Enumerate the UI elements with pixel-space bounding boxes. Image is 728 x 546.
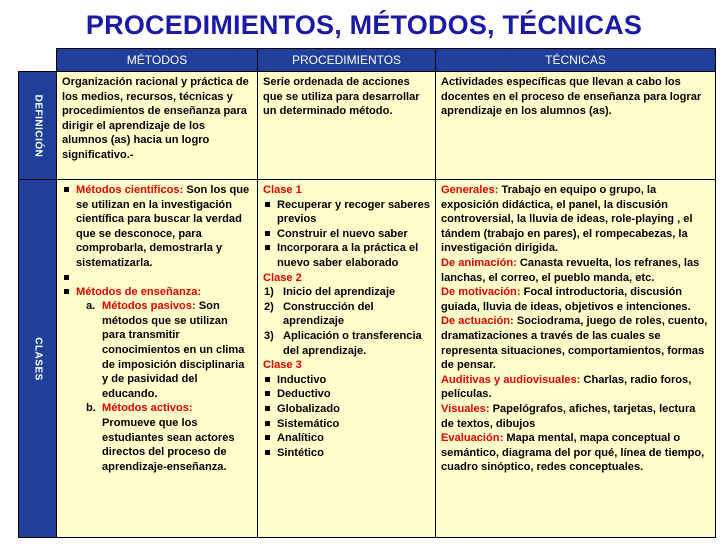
page-title: PROCEDIMIENTOS, MÉTODOS, TÉCNICAS: [85, 10, 643, 40]
clase-3-heading: Clase 3: [263, 359, 302, 372]
row-label-clases: CLASES: [19, 180, 57, 538]
list-item: 2) Construcción del aprendizaje: [264, 300, 374, 328]
list-item: Construir el nuevo saber: [263, 227, 430, 242]
item-text: Canasta revuelta, los refranes, las lanchas, el correo, el pueblo manda, etc.: [441, 256, 700, 284]
clase-1-heading: Clase 1: [263, 184, 302, 196]
list-item: [62, 285, 252, 475]
list-item: [441, 256, 710, 285]
item-title: De animación:: [441, 256, 517, 269]
item-text: Focal introductoria, discusión guiada, lluvia de ideas, objetivos e intenciones.: [441, 286, 691, 313]
item-text: Son métodos que se utilizan para transmitir conocimientos en un clima de imposición disciplinaria y de pasividad del educando.: [102, 300, 245, 400]
clases-tecnicas: [436, 180, 716, 538]
column-header-metodos: MÉTODOS: [57, 49, 258, 72]
list-item: [441, 314, 710, 372]
item-text: Trabajo en equipo o grupo, la exposición didáctica, el panel, la discusión controversial, la lluvia de ideas, role-playing , el tándem (trabajo en pares), el rompecabezas, la investigación dirigida.: [441, 184, 693, 255]
column-header-tecnicas: TÉCNICAS: [436, 49, 716, 72]
item-title: Generales:: [441, 184, 499, 196]
list-item: [441, 431, 710, 475]
clases-procedimientos: [258, 180, 436, 538]
list-item: 3) Aplicación o transferencia del aprendizaje.: [264, 329, 422, 357]
comparison-table: [18, 48, 716, 538]
definicion-procedimientos: Serie ordenada de acciones que se utiliza para desarrollar un determinado método.: [258, 72, 436, 180]
item-text: Promueve que los estudiantes sean actores directos del proceso de aprendizaje-enseñanza.: [102, 416, 235, 473]
spacer: [62, 271, 252, 285]
item-text: Papelógrafos, afiches, tarjetas, lectura de textos, dibujos: [441, 402, 696, 430]
item-title: Métodos activos:: [102, 402, 193, 415]
item-text: Sociodrama, juego de roles, cuento, dramatizaciones a través de las cuales se representa situaciones, comportamientos, formas de pensar.: [441, 315, 708, 372]
list-item: [441, 402, 710, 431]
clases-metodos: [57, 180, 258, 538]
list-item: [62, 183, 252, 271]
definicion-metodos: Organización racional y práctica de los medios, recursos, técnicas y procedimientos de enseñanza para dirigir el aprendizaje de los alumnos (as) hacia un logro significativo.-: [57, 72, 258, 180]
item-text: Son los que se utilizan en la investigación científica para buscar la verdad que se desconoce, para comprobarla, demostrarla y sistematizarla.: [76, 184, 250, 269]
list-item: Inductivo: [263, 373, 430, 388]
definicion-tecnicas: Actividades específicas que llevan a cabo los docentes en el proceso de enseñanza para lograr aprendizaje en los alumnos (as).: [436, 72, 716, 180]
header-row: [19, 49, 716, 72]
clase-2-heading: Clase 2: [263, 271, 302, 284]
list-item: [441, 373, 710, 402]
list-item: 1) Inicio del aprendizaje: [264, 286, 396, 299]
row-clases: [19, 180, 716, 538]
list-item: a. Métodos pasivos: Son métodos que se utilizan para transmitir conocimientos en un clima de imposición disciplinaria y de pasividad del educando.: [86, 300, 245, 400]
item-title: De actuación:: [441, 315, 514, 328]
row-definicion: [19, 72, 716, 180]
item-text: Mapa mental, mapa conceptual o semántico, diagrama del por qué, línea de tiempo, cuadro sinóptico, redes conceptuales.: [441, 432, 705, 474]
list-item: Globalizado: [263, 402, 430, 417]
item-title: Visuales:: [441, 402, 490, 415]
item-title: De motivación:: [441, 286, 521, 299]
list-item: [441, 285, 710, 314]
list-item: Deductivo: [263, 387, 430, 402]
row-label-definicion: DEFINICIÓN: [19, 72, 57, 180]
item-title: Métodos pasivos:: [102, 300, 196, 313]
item-title: Métodos científicos:: [76, 184, 184, 196]
list-item: b. Métodos activos: Promueve que los estudiantes sean actores directos del proceso de aprendizaje-enseñanza.: [86, 402, 235, 473]
list-item: Incorporara a la práctica el nuevo saber elaborado: [263, 241, 430, 270]
list-item: Analítico: [263, 431, 430, 446]
corner-cell: [19, 49, 57, 72]
item-text: Charlas, radio foros, películas.: [441, 373, 692, 401]
column-header-procedimientos: PROCEDIMIENTOS: [258, 49, 436, 72]
item-title: Métodos de enseñanza:: [76, 285, 202, 298]
list-item: Sistemático: [263, 417, 430, 432]
list-item: [441, 183, 710, 256]
list-item: Sintético: [263, 446, 430, 461]
item-title: Evaluación:: [441, 432, 504, 445]
item-title: Auditivas y audiovisuales:: [441, 373, 581, 386]
list-item: Recuperar y recoger saberes previos: [263, 198, 430, 227]
